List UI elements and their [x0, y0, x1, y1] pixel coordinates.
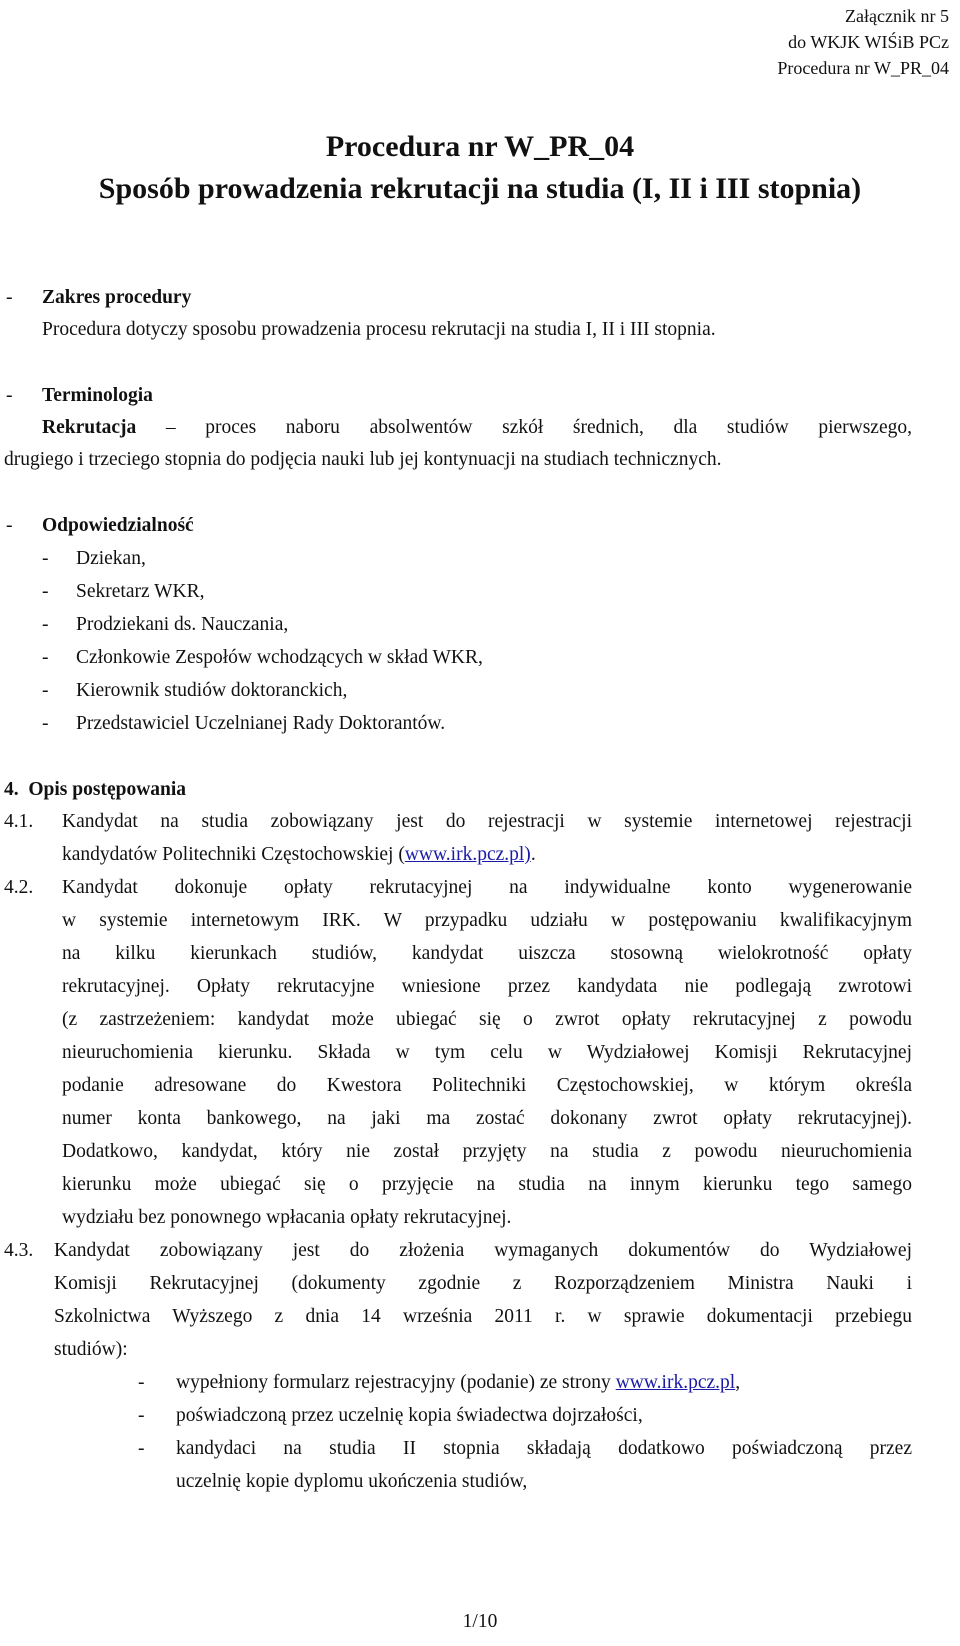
dash-marker: - [6, 515, 13, 536]
dash-marker: - [138, 1372, 145, 1393]
paragraph-4-2-line: podanie adresowane do Kwestora Politechniki Częstochowskiej, w którym określa [62, 1075, 912, 1096]
dash-marker: - [138, 1405, 145, 1426]
document-bullet-diploma-line1: kandydaci na studia II stopnia składają dodatkowo poświadczoną przez [176, 1438, 912, 1459]
dash-marker: - [42, 680, 49, 701]
paragraph-number: 4.1. [4, 811, 34, 832]
paragraph-4-2-line: Kandydat dokonuje opłaty rekrutacyjnej na indywidualne konto wygenerowanie [62, 877, 912, 898]
paragraph-4-2-line: kierunku może ubiegać się o przyjęcie na studia na innym kierunku tego samego [62, 1174, 912, 1195]
list-item: Członkowie Zespołów wchodzących w skład WKR, [76, 647, 483, 668]
paragraph-4-2-line: wydziału bez ponownego wpłacania opłaty rekrutacyjnej. [62, 1207, 512, 1228]
dash-marker: - [42, 581, 49, 602]
section-heading-opis: 4. Opis postępowania [4, 779, 187, 800]
paragraph-4-2-line: numer konta bankowego, na jaki ma zostać dokonany zwrot opłaty rekrutacyjnej). [62, 1108, 912, 1129]
section-text-zakres: Procedura dotyczy sposobu prowadzenia procesu rekrutacji na studia I, II i III stopnia. [42, 319, 716, 340]
paragraph-4-2-line: rekrutacyjnej. Opłaty rekrutacyjne wniesione przez kandydata nie podlegają zwrotowi [62, 976, 912, 997]
header-annex: Załącznik nr 5 [845, 6, 949, 26]
irk-link[interactable]: www.irk.pcz.pl [615, 1372, 736, 1393]
paragraph-4-3-line: Komisji Rekrutacyjnej (dokumenty zgodnie z Rozporządzeniem Ministra Nauki i [54, 1273, 912, 1294]
section-heading-odpowiedzialnosc: Odpowiedzialność [42, 515, 194, 536]
list-item: Przedstawiciel Uczelnianej Rady Doktorantów. [76, 713, 446, 734]
paragraph-4-1-line: kandydatów Politechniki Częstochowskiej (www.irk.pcz.pl). [62, 844, 536, 865]
list-item: Sekretarz WKR, [76, 581, 205, 602]
dash-marker: - [42, 548, 49, 569]
header-procedure: Procedura nr W_PR_04 [777, 58, 949, 78]
paragraph-4-2-line: na kilku kierunkach studiów, kandydat uiszcza stosowną wielokrotność opłaty [62, 943, 912, 964]
list-item: Prodziekani ds. Nauczania, [76, 614, 289, 635]
dash-marker: - [6, 287, 13, 308]
document-bullet-diploma-line2: uczelnię kopie dyplomu ukończenia studiów, [176, 1471, 528, 1492]
paragraph-number: 4.2. [4, 877, 34, 898]
page-title: Procedura nr W_PR_04 [325, 130, 635, 163]
page-subtitle: Sposób prowadzenia rekrutacji na studia (I, II i III stopnia) [98, 172, 862, 205]
dash-marker: - [138, 1438, 145, 1459]
paragraph-number: 4.3. [4, 1240, 34, 1261]
paragraph-4-3-line: studiów): [54, 1339, 128, 1360]
paragraph-4-2-line: nieuruchomienia kierunku. Składa w tym celu w Wydziałowej Komisji Rekrutacyjnej [62, 1042, 912, 1063]
dash-marker: - [42, 614, 49, 635]
dash-marker: - [6, 385, 13, 406]
list-item: Dziekan, [76, 548, 146, 569]
term-rekrutacja: Rekrutacja [42, 417, 137, 438]
paragraph-4-2-line: (z zastrzeżeniem: kandydat może ubiegać się o zwrot opłaty rekrutacyjnej z powodu [62, 1009, 912, 1030]
document-bullet-certificate: poświadczoną przez uczelnię kopia świadectwa dojrzałości, [176, 1405, 643, 1426]
irk-link[interactable]: www.irk.pcz.pl) [404, 844, 531, 865]
section-text-terminologia-line1: Rekrutacja – proces naboru absolwentów szkół średnich, dla studiów pierwszego, [42, 417, 912, 438]
dash-marker: - [42, 647, 49, 668]
section-heading-terminologia: Terminologia [42, 385, 153, 406]
paragraph-4-3-line: Kandydat zobowiązany jest do złożenia wymaganych dokumentów do Wydziałowej [54, 1240, 912, 1261]
page-number: 1/10 [462, 1611, 498, 1632]
document-bullet-form: wypełniony formularz rejestracyjny (podanie) ze strony www.irk.pcz.pl, [176, 1372, 741, 1393]
paragraph-4-2-line: Dodatkowo, kandydat, który nie został przyjęty na studia z powodu nieuruchomienia [62, 1141, 912, 1162]
dash-marker: - [42, 713, 49, 734]
section-heading-zakres: Zakres procedury [42, 287, 192, 308]
paragraph-4-3-line: Szkolnictwa Wyższego z dnia 14 września 2011 r. w sprawie dokumentacji przebiegu [54, 1306, 912, 1327]
list-item: Kierownik studiów doktoranckich, [76, 680, 348, 701]
paragraph-4-1-line: Kandydat na studia zobowiązany jest do rejestracji w systemie internetowej rejestracji [62, 811, 912, 832]
section-text-terminologia-line2: drugiego i trzeciego stopnia do podjęcia nauki lub jej kontynuacji na studiach technicznych. [4, 449, 722, 470]
paragraph-4-2-line: w systemie internetowym IRK. W przypadku udziału w postępowaniu kwalifikacyjnym [62, 910, 912, 931]
header-wkjk: do WKJK WIŚiB PCz [788, 32, 949, 52]
